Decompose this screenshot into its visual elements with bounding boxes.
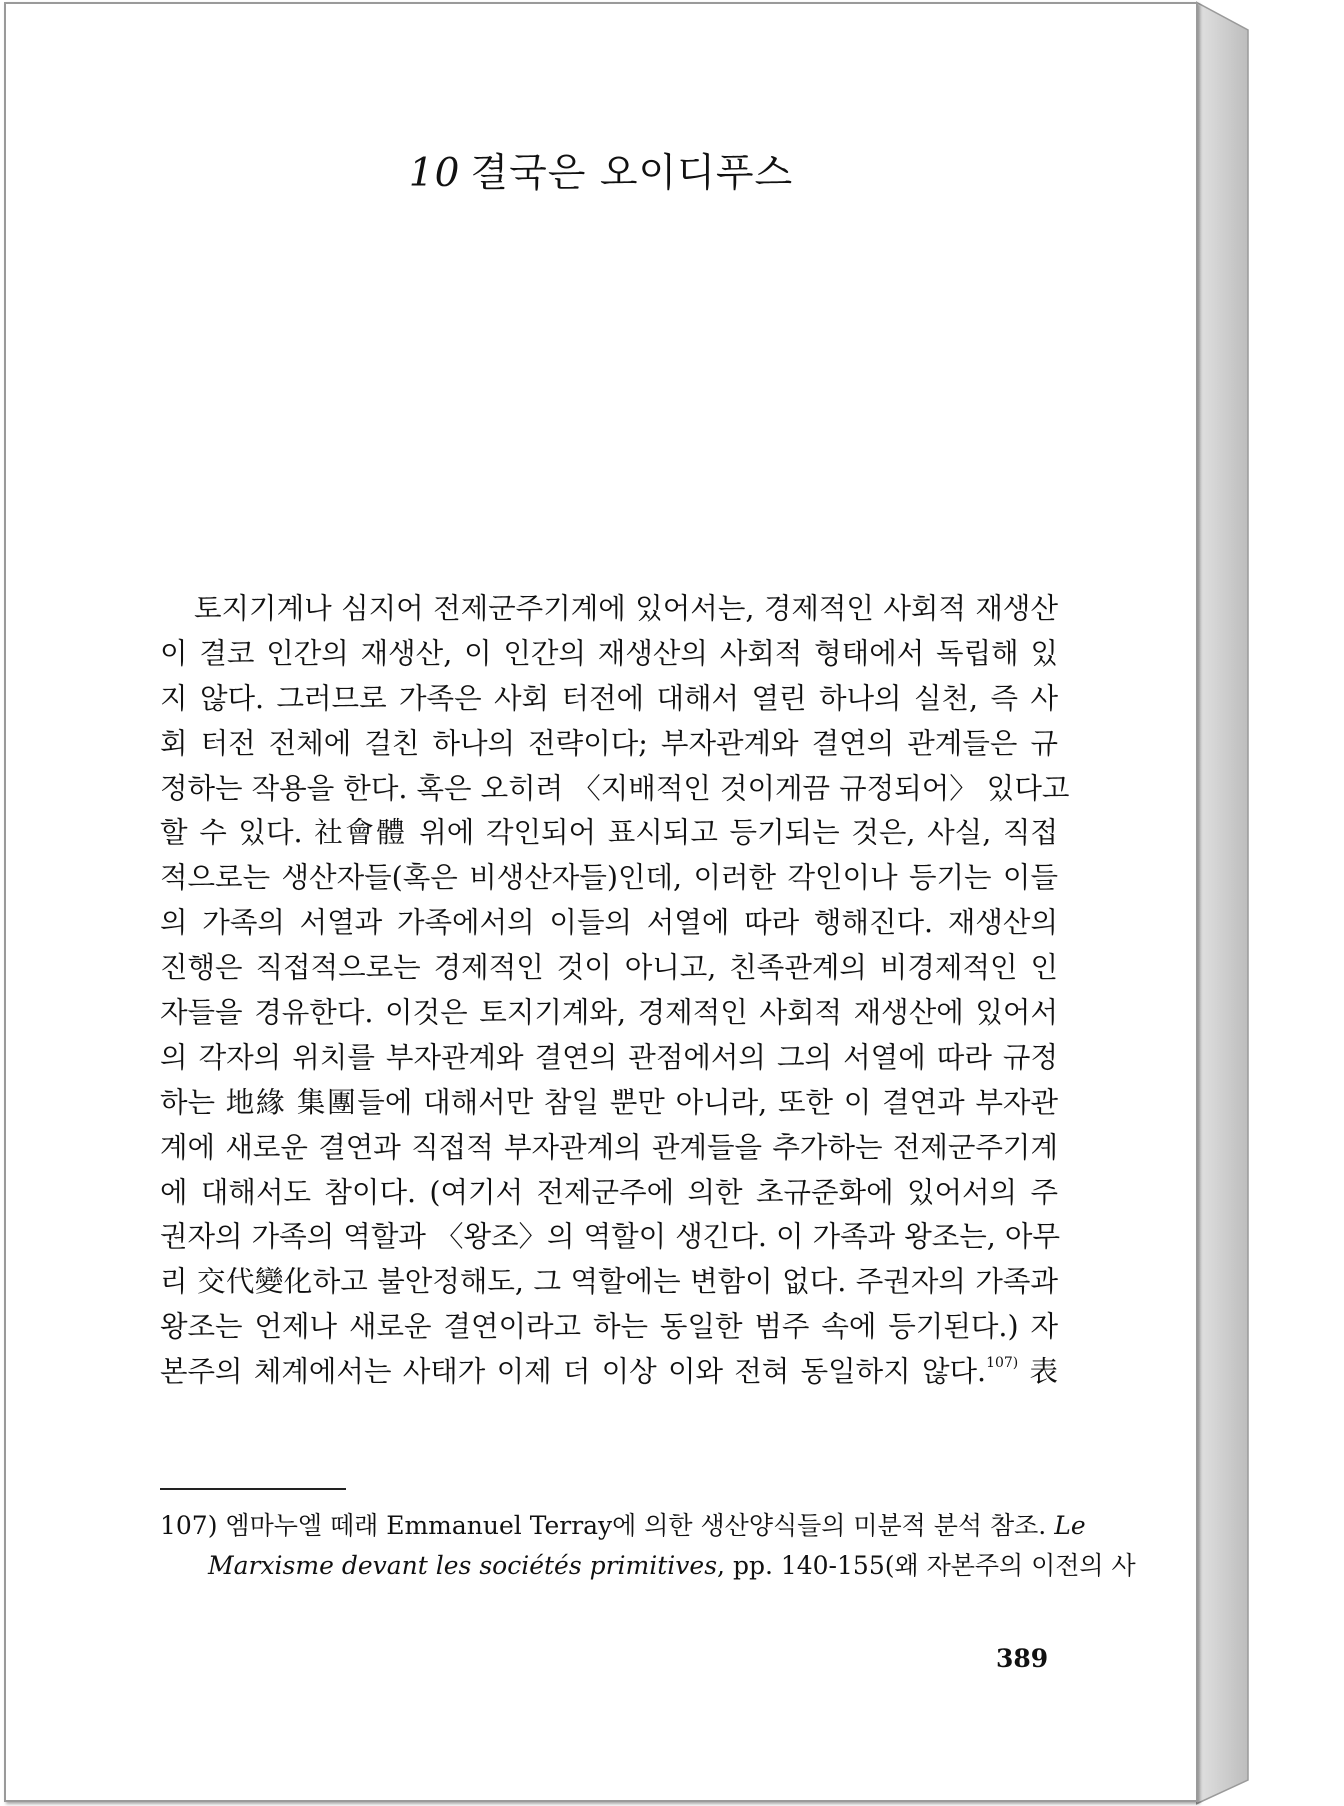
- chapter-title-text: 결국은 오이디푸스: [470, 151, 794, 196]
- footnote: [160, 1506, 1136, 1586]
- text-line: 하는 地緣 集團들에 대해서만 참일 뿐만 아니라, 또한 이 결연과 부자관: [160, 1085, 1058, 1119]
- text-line: 적으로는 생산자들(혹은 비생산자들)인데, 이러한 각인이나 등기는 이들: [160, 861, 1058, 895]
- footnote-italic: Marxisme devant les sociétés primitives: [208, 1551, 718, 1580]
- footnote-divider: [160, 1488, 346, 1490]
- footnote-line: [160, 1546, 1136, 1586]
- footnote-italic: Le: [1054, 1511, 1086, 1540]
- chapter-number: 10: [408, 151, 461, 196]
- text-line: 정하는 작용을 한다. 혹은 오히려 〈지배적인 것이게끔 규정되어〉 있다고: [160, 771, 1070, 805]
- text-line: 권자의 가족의 역할과 〈왕조〉의 역할이 생긴다. 이 가족과 왕조는, 아무: [160, 1220, 1060, 1254]
- last-line-text: 본주의 체계에서는 사태가 이제 더 이상 이와 전혀 동일하지 않다.: [160, 1355, 987, 1389]
- book-page-stack: [1196, 0, 1260, 1806]
- book-page: [4, 2, 1198, 1802]
- footnote-reference: 107): [986, 1355, 1019, 1372]
- text-line: 리 交代變化하고 불안정해도, 그 역할에는 변함이 없다. 주권자의 가족과: [160, 1265, 1058, 1299]
- text-line: 계에 새로운 결연과 직접적 부자관계의 관계들을 추가하는 전제군주기계: [160, 1130, 1058, 1164]
- text-line: 이 결코 인간의 재생산, 이 인간의 재생산의 사회적 형태에서 독립해 있: [160, 636, 1058, 670]
- text-line: 의 각자의 위치를 부자관계와 결연의 관점에서의 그의 서열에 따라 규정: [160, 1040, 1058, 1074]
- text-line: 회 터전 전체에 걸친 하나의 전략이다; 부자관계와 결연의 관계들은 규: [160, 726, 1058, 760]
- text-line: 왕조는 언제나 새로운 결연이라고 하는 동일한 범주 속에 등기된다.) 자: [160, 1310, 1058, 1344]
- text-line: 자들을 경유한다. 이것은 토지기계와, 경제적인 사회적 재생산에 있어서: [160, 996, 1058, 1030]
- text-line-last: [160, 1350, 1058, 1395]
- text-line: 토지기계나 심지어 전제군주기계에 있어서는, 경제적인 사회적 재생산: [194, 592, 1058, 625]
- footnote-line: [160, 1506, 1086, 1546]
- footnote-text: , pp. 140-155(왜 자본주의 이전의 사: [717, 1551, 1136, 1580]
- text-line: 할 수 있다. 社會體 위에 각인되어 표시되고 등기되는 것은, 사실, 직접: [160, 816, 1058, 850]
- text-line: 진행은 직접적으로는 경제적인 것이 아니고, 친족관계의 비경제적인 인: [160, 951, 1058, 985]
- body-text: [160, 587, 1070, 1395]
- chapter-title: [6, 142, 1196, 198]
- text-line: 지 않다. 그러므로 가족은 사회 터전에 대해서 열린 하나의 실천, 즉 사: [160, 681, 1058, 715]
- page-number: 389: [996, 1644, 1049, 1673]
- text-line: 의 가족의 서열과 가족에서의 이들의 서열에 따라 행해진다. 재생산의: [160, 906, 1058, 940]
- footnote-text: 107) 엠마누엘 떼래 Emmanuel Terray에 의한 생산양식들의 미분적 분석 참조.: [160, 1511, 1055, 1540]
- last-line-trailing: 表: [1018, 1355, 1058, 1389]
- text-line: 에 대해서도 참이다. (여기서 전제군주에 의한 초규준화에 있어서의 주: [160, 1175, 1058, 1209]
